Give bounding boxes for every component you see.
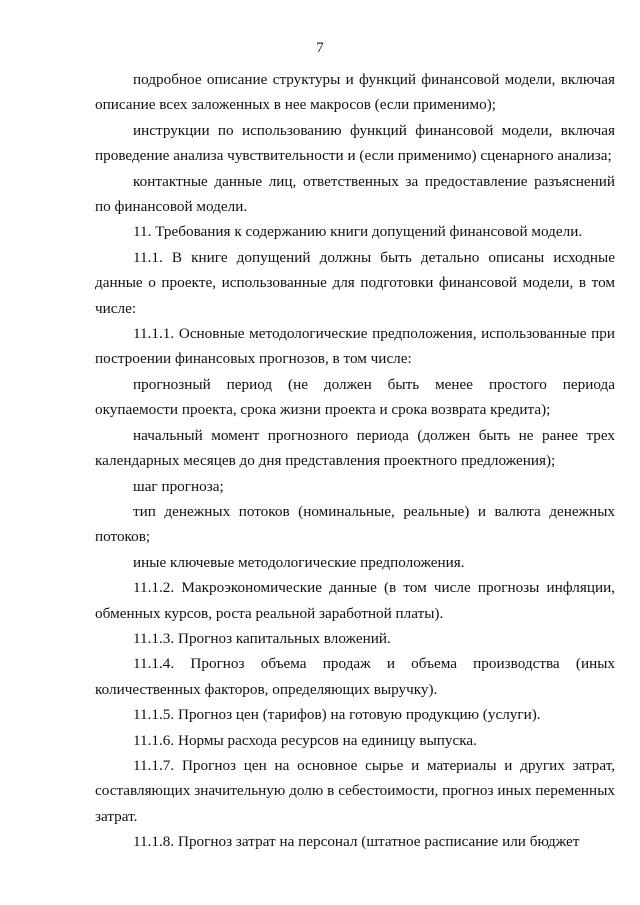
page-number: 7 <box>316 40 324 56</box>
paragraph: 11.1.3. Прогноз капитальных вложений. <box>133 629 391 647</box>
paragraph: подробное описание структуры и функций финансовой модели, включая описание всех заложенных в нее макросов (если применимо); <box>95 71 615 114</box>
section-heading: 11. Требования к содержанию книги допущений финансовой модели. <box>133 223 583 241</box>
paragraph: 11.1.4. Прогноз объема продаж и объема производства (иных количественных факторов, определяющих выручку). <box>95 655 615 698</box>
paragraph: 11.1. В книге допущений должны быть детально описаны исходные данные о проекте, использованные для подготовки финансовой модели, в том числе: <box>95 248 615 317</box>
paragraph: 11.1.2. Макроэкономические данные (в том числе прогнозы инфляции, обменных курсов, роста реальной заработной платы). <box>95 579 615 622</box>
paragraph: прогнозный период (не должен быть менее простого периода окупаемости проекта, срока жизни проекта и срока возврата кредита); <box>95 375 615 419</box>
paragraph: тип денежных потоков (номинальные, реальные) и валюта денежных потоков; <box>95 502 615 546</box>
paragraph: инструкции по использованию функций финансовой модели, включая проведение анализа чувствительности и (если применимо) сценарного анализа; <box>95 121 615 165</box>
paragraph: 11.1.6. Нормы расхода ресурсов на единицу выпуска. <box>133 731 477 749</box>
paragraph: шаг прогноза; <box>133 477 224 495</box>
paragraph: 11.1.7. Прогноз цен на основное сырье и материалы и других затрат, составляющих значительную долю в себестоимости, прогноз иных переменных затрат. <box>95 756 615 825</box>
paragraph: начальный момент прогнозного периода (должен быть не ранее трех календарных месяцев до дня представления проектного предложения); <box>95 426 615 470</box>
page-bottom-edge <box>0 899 640 905</box>
paragraph: 11.1.5. Прогноз цен (тарифов) на готовую продукцию (услуги). <box>133 706 541 724</box>
document-body <box>95 67 615 855</box>
paragraph: контактные данные лиц, ответственных за предоставление разъяснений по финансовой модели. <box>95 172 615 216</box>
paragraph: 11.1.1. Основные методологические предположения, использованные при построении финансовых прогнозов, в том числе: <box>95 325 615 368</box>
paragraph: иные ключевые методологические предположения. <box>133 553 465 571</box>
paragraph: 11.1.8. Прогноз затрат на персонал (штатное расписание или бюджет <box>133 833 580 851</box>
